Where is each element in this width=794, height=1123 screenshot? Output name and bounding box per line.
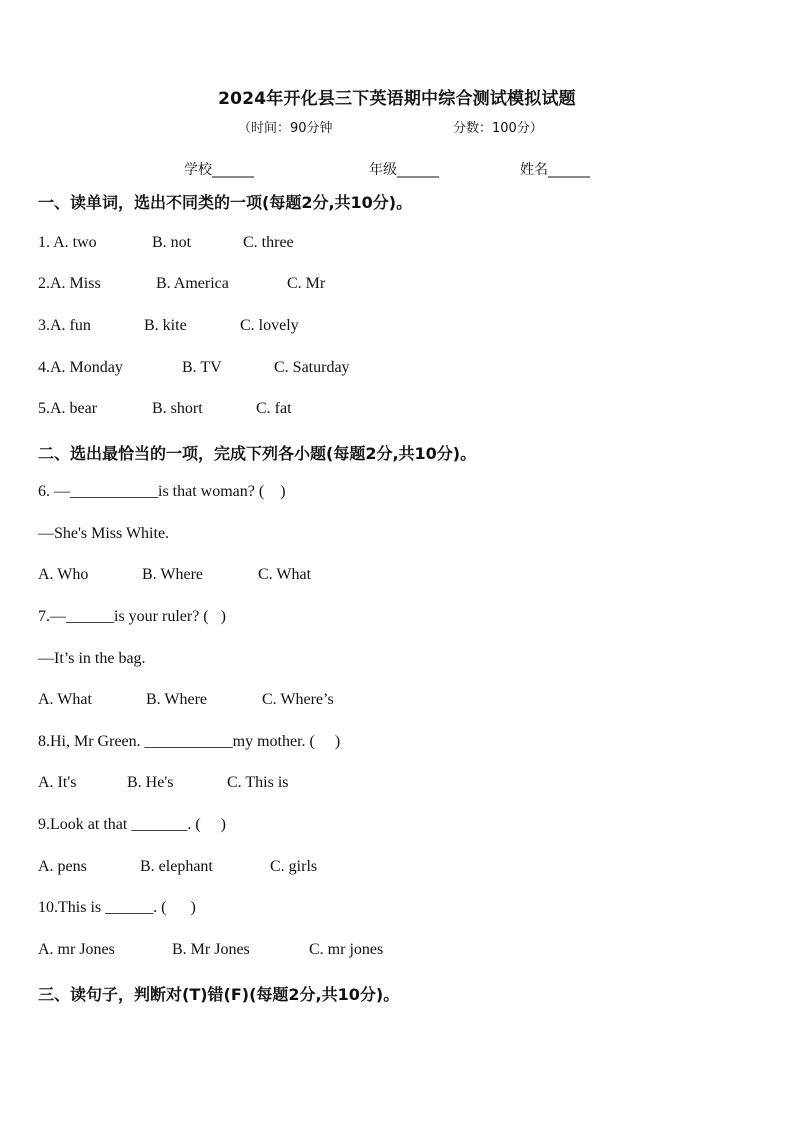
q1-option-b: B. not	[152, 234, 192, 251]
q4-option-a: 4.A. Monday	[38, 359, 123, 376]
q7-dialogue: —It’s in the bag.	[38, 650, 146, 667]
q10-option-c: C. mr jones	[309, 941, 384, 958]
q3-option-c: C. lovely	[240, 317, 299, 334]
q3-option-b: B. kite	[144, 317, 187, 334]
grade-field: 年级______	[369, 162, 439, 178]
exam-time: （时间：90分钟	[238, 121, 333, 136]
q1-option-c: C. three	[243, 234, 294, 251]
q5-option-a: 5.A. bear	[38, 400, 98, 417]
q5-option-b: B. short	[152, 400, 203, 417]
q9-stem: 9.Look at that _______. ( )	[38, 816, 226, 833]
school-field: 学校______	[184, 162, 254, 178]
q7-stem: 7.—______is your ruler? ( )	[38, 608, 226, 625]
q8-stem: 8.Hi, Mr Green. ___________my mother. ( )	[38, 733, 341, 750]
q2-option-b: B. America	[156, 275, 229, 292]
section-2-heading: 二、选出最恰当的一项，完成下列各小题(每题2分,共10分)。	[38, 444, 477, 463]
q6-dialogue: —She's Miss White.	[38, 525, 170, 542]
q6-option-a: A. Who	[38, 566, 89, 583]
page-title: 2024年开化县三下英语期中综合测试模拟试题	[218, 89, 576, 109]
q2-option-c: C. Mr	[287, 275, 326, 292]
q8-option-a: A. It's	[38, 774, 77, 791]
q10-option-b: B. Mr Jones	[172, 941, 250, 958]
q6-option-c: C. What	[258, 566, 312, 583]
q9-option-c: C. girls	[270, 858, 318, 875]
q10-stem: 10.This is ______. ( )	[38, 899, 196, 916]
q4-option-c: C. Saturday	[274, 359, 350, 376]
exam-score: 分数：100分）	[453, 121, 543, 136]
q7-option-b: B. Where	[146, 691, 208, 708]
q8-option-c: C. This is	[227, 774, 289, 791]
q7-option-a: A. What	[38, 691, 92, 708]
q5-option-c: C. fat	[256, 400, 292, 417]
name-field: 姓名______	[520, 162, 590, 178]
q9-option-b: B. elephant	[140, 858, 213, 875]
q1-option-a: 1. A. two	[38, 234, 97, 251]
q6-option-b: B. Where	[142, 566, 204, 583]
q9-option-a: A. pens	[38, 858, 87, 875]
q6-stem: 6. —___________is that woman? ( )	[38, 483, 286, 500]
q10-option-a: A. mr Jones	[38, 941, 115, 958]
q3-option-a: 3.A. fun	[38, 317, 91, 334]
q2-option-a: 2.A. Miss	[38, 275, 101, 292]
section-1-heading: 一、读单词，选出不同类的一项(每题2分,共10分)。	[38, 193, 413, 212]
q7-option-c: C. Where’s	[262, 691, 334, 708]
q8-option-b: B. He's	[127, 774, 174, 791]
q4-option-b: B. TV	[182, 359, 222, 376]
section-3-heading: 三、读句子，判断对(T)错(F)(每题2分,共10分)。	[38, 985, 400, 1004]
